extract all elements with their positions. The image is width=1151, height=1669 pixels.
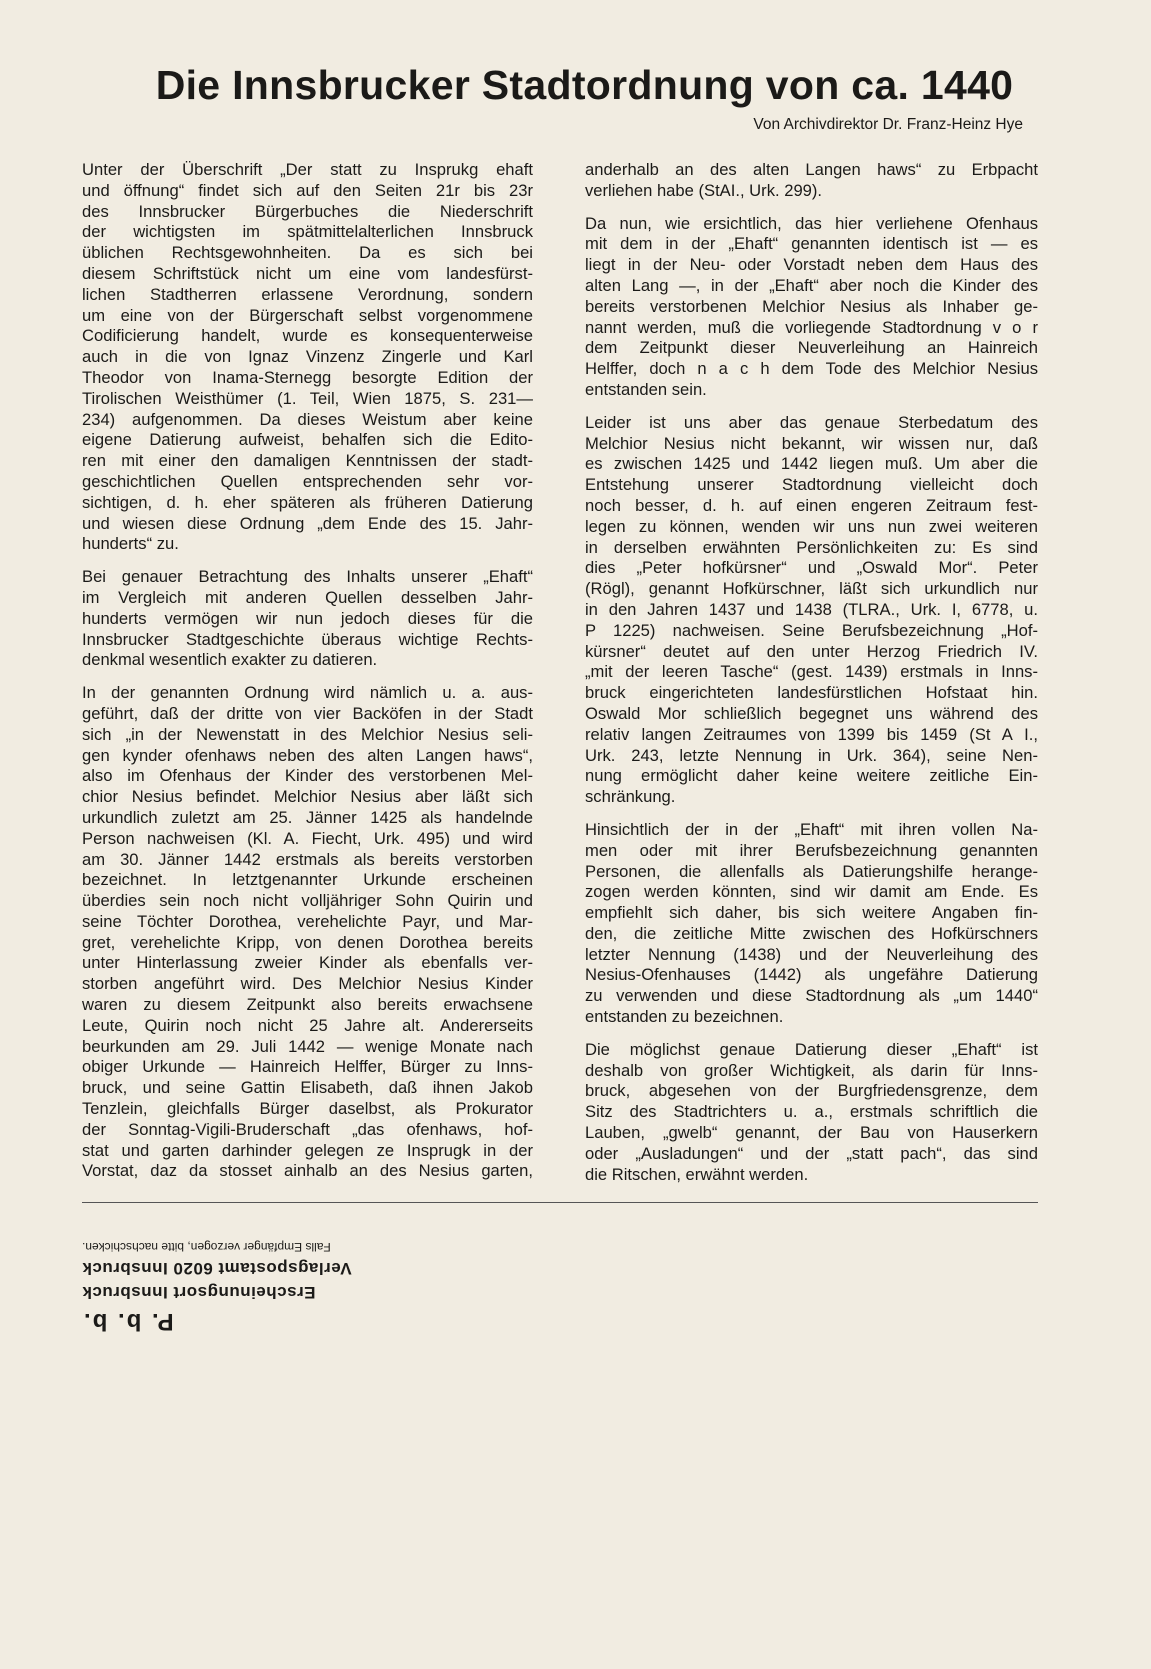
text-line: alten Lang —, in der „Ehaft“ aber noch die Kinder des — [585, 275, 1038, 295]
text-line: Melchior Nesius nicht bekannt, wir wissen nur, daß — [585, 433, 1038, 453]
text-line: der wichtigsten im spätmittelalterlichen Innsbruck — [82, 222, 533, 242]
text-line: Leider ist uns aber das genaue Sterbedatum des — [585, 412, 1038, 432]
text-line: sichtigen, d. h. eher späteren als früheren Datierung — [82, 492, 533, 512]
post-office: Verlagspostamt 6020 Innsbruck — [82, 1259, 352, 1278]
text-line: bruck eingerichteten landesfürstlichen Hofstaat hin. — [585, 683, 1038, 703]
text-line: Tenzlein, gleichfalls Bürger daselbst, als Prokurator — [82, 1099, 533, 1119]
text-line: den, die zeitliche Mitte zwischen des Hofkürschners — [585, 923, 1038, 943]
text-line: waren zu diesem Zeitpunkt also bereits erwachsene — [82, 995, 533, 1015]
text-line: Lauben, „gwelb“ genannt, der Bau von Hauserkern — [585, 1123, 1038, 1143]
text-line: anderhalb an des alten Langen haws“ zu Erbpacht — [585, 160, 1038, 179]
text-line: üblichen Rechtsgewohnheiten. Da es sich bei — [82, 243, 533, 263]
text-line: Codificierung handelt, wurde es konsequenterweise — [82, 326, 533, 346]
paragraph — [585, 160, 1038, 202]
text-line: ren mit einer den damaligen Kenntnissen der stadt- — [82, 451, 533, 471]
text-line: men oder mit ihrer Berufsbezeichnung genannten — [585, 840, 1038, 860]
text-line: In der genannten Ordnung wird nämlich u. a. aus- — [82, 683, 533, 703]
text-line: die Ritschen, erwähnt werden. — [585, 1164, 809, 1184]
text-line: und öffnung“ findet sich auf den Seiten 21r bis 23r — [82, 180, 533, 200]
text-line: und wiesen diese Ordnung „dem Ende des 15. Jahr- — [82, 513, 533, 533]
paragraph — [585, 1040, 1038, 1186]
postage-paid-mark: P. b. b. — [82, 1308, 174, 1335]
text-line: nung ermöglicht daher keine weitere zeitliche Ein- — [585, 766, 1038, 786]
text-line: es zwischen 1425 und 1442 liegen muß. Um aber die — [585, 454, 1038, 474]
text-line: liegt in der Neu- oder Vorstadt neben dem Haus des — [585, 255, 1038, 275]
text-line: nannt werden, muß die vorliegende Stadtordnung v o r — [585, 317, 1038, 337]
text-line: mit dem in der „Ehaft“ genannten identisch ist — es — [585, 234, 1038, 254]
text-line: in derselben erwähnten Persönlichkeiten zu: Es sind — [585, 537, 1038, 557]
text-line: hunderts“ zu. — [82, 534, 179, 554]
text-line: lichen Stadtherren erlassene Verordnung, sondern — [82, 284, 533, 304]
text-line: gen kynder ofenhaws neben des alten Langen haws“, — [82, 745, 533, 765]
text-line: also im Ofenhaus der Kinder des verstorbenen Mel- — [82, 766, 533, 786]
text-line: Unter der Überschrift „Der statt zu Insprukg ehaft — [82, 160, 533, 179]
text-line: obiger Urkunde — Hainreich Helffer, Bürger zu Inns- — [82, 1057, 533, 1077]
text-line: sich „in der Newenstatt in des Melchior Nesius seli- — [82, 724, 533, 744]
text-line: entstanden sein. — [585, 379, 707, 399]
text-line: der Sonntag-Vigili-Bruderschaft „das ofenhaws, hof- — [82, 1119, 533, 1139]
text-line: geführt, daß der dritte von vier Backöfen in der Stadt — [82, 703, 533, 723]
paragraph — [585, 820, 1038, 1028]
text-line: Oswald Mor schließlich begegnet uns während des — [585, 703, 1038, 723]
article-title: Die Innsbrucker Stadtordnung von ca. 1440 — [155, 62, 1014, 108]
divider-line — [82, 1202, 1038, 1203]
text-line: kürsner“ deutet auf den unter Herzog Friedrich IV. — [585, 641, 1038, 661]
text-line: Entstehung unserer Stadtordnung vielleicht doch — [585, 475, 1038, 495]
text-line: gret, verehelichte Kripp, von denen Dorothea bereits — [82, 932, 533, 952]
text-line: zogen werden könnten, sind wir damit am Ende. Es — [585, 882, 1038, 902]
paragraph — [82, 160, 533, 555]
text-line: Die möglichst genaue Datierung dieser „Ehaft“ ist — [585, 1039, 1038, 1059]
text-line: legen zu können, wenden wir uns nun zwei weiteren — [585, 516, 1038, 536]
text-line: Sitz des Stadtrichters u. a., erstmals schriftlich die — [585, 1102, 1038, 1122]
text-line: bruck, abgesehen von der Burgfriedensgrenze, dem — [585, 1081, 1038, 1101]
text-line: seine Töchter Dorothea, verehelichte Payr, und Mar- — [82, 911, 533, 931]
text-line: 234) aufgenommen. Da dieses Weistum aber keine — [82, 409, 533, 429]
text-line: Theodor von Inama-Sternegg besorgte Edition der — [82, 367, 533, 387]
text-line: letzter Nennung (1438) und der Neuverleihung des — [585, 944, 1038, 964]
text-column-right — [585, 160, 1038, 1197]
text-line: Person nachweisen (Kl. A. Fiecht, Urk. 495) und wird — [82, 828, 533, 848]
text-line: Da nun, wie ersichtlich, das hier verliehene Ofenhaus — [585, 213, 1038, 233]
text-line: noch besser, d. h. auf einen engeren Zeitraum fest- — [585, 495, 1038, 515]
text-line: verliehen habe (StAI., Urk. 299). — [585, 180, 823, 200]
text-line: am 30. Jänner 1442 erstmals als bereits verstorben — [82, 849, 533, 869]
publication-place: Erscheinungsort Innsbruck — [82, 1283, 316, 1302]
paragraph — [585, 214, 1038, 401]
text-line: um eine von der Bürgerschaft selbst vorgenommene — [82, 305, 533, 325]
text-line: dem Zeitpunkt dieser Neuverleihung an Hainreich — [585, 338, 1038, 358]
paragraph — [585, 413, 1038, 808]
text-line: des Innsbrucker Bürgerbuches die Niederschrift — [82, 201, 533, 221]
text-line: zu verwenden und diese Stadtordnung als „um 1440“ — [585, 986, 1038, 1006]
text-line: geschichtlichen Quellen entsprechenden sehr vor- — [82, 471, 533, 491]
text-line: bezeichnet. In letztgenannter Urkunde erscheinen — [82, 870, 533, 890]
article-author: Von Archivdirektor Dr. Franz-Heinz Hye — [753, 116, 1023, 133]
paragraph — [82, 567, 533, 671]
text-line: Nesius-Ofenhauses (1442) als ungefähre Datierung — [585, 965, 1038, 985]
text-line: in den Jahren 1437 und 1438 (TLRA., Urk. I, 6778, u. — [585, 599, 1038, 619]
text-line: Innsbrucker Stadtgeschichte überaus wichtige Rechts- — [82, 629, 533, 649]
text-line: Urk. 243, letzte Nennung in Urk. 364), seine Nen- — [585, 745, 1038, 765]
text-column-left — [82, 160, 533, 1194]
text-line: P 1225) nachweisen. Seine Berufsbezeichnung „Hof- — [585, 620, 1038, 640]
text-line: im Vergleich mit anderen Quellen desselben Jahr- — [82, 587, 533, 607]
text-line: Bei genauer Betrachtung des Inhalts unserer „Ehaft“ — [82, 567, 533, 587]
text-line: eigene Datierung aufweist, behalfen sich die Edito- — [82, 430, 533, 450]
text-line: beurkunden am 29. Juli 1442 — wenige Monate nach — [82, 1036, 533, 1056]
text-line: Helffer, doch n a c h dem Tode des Melchior Nesius — [585, 359, 1038, 379]
text-line: Leute, Quirin noch nicht 25 Jahre alt. Andererseits — [82, 1015, 533, 1035]
paragraph — [82, 683, 533, 1182]
text-line: chior Nesius befindet. Melchior Nesius aber läßt sich — [82, 787, 533, 807]
text-line: bereits verstorbenen Melchior Nesius als Inhaber ge- — [585, 296, 1038, 316]
text-line: oder „Ausladungen“ und der „statt pach“, das sind — [585, 1143, 1038, 1163]
text-line: Personen, die allenfalls als Datierungshilfe herange- — [585, 861, 1038, 881]
forwarding-notice: Falls Empfänger verzogen, bitte nachschicken. — [82, 1240, 331, 1254]
text-line: „mit der leeren Tasche“ (gest. 1439) erstmals in Inns- — [585, 662, 1038, 682]
text-line: Hinsichtlich der in der „Ehaft“ mit ihren vollen Na- — [585, 819, 1038, 839]
text-line: (Rögl), genannt Hofkürschner, läßt sich urkundlich nur — [585, 579, 1038, 599]
text-line: auch in die von Ignaz Vinzenz Zingerle und Karl — [82, 347, 533, 367]
text-line: Vorstat, daz da stosset ainhalb an des Nesius garten, — [82, 1161, 533, 1181]
text-line: diesem Schriftstück nicht um eine vom landesfürst- — [82, 263, 533, 283]
text-line: relativ langen Zeitraumes von 1399 bis 1459 (St A I., — [585, 724, 1038, 744]
text-line: urkundlich zuletzt am 25. Jänner 1425 als handelnde — [82, 807, 533, 827]
text-line: deshalb von großer Wichtigkeit, als darin für Inns- — [585, 1060, 1038, 1080]
text-line: storben angeführt wird. Des Melchior Nesius Kinder — [82, 974, 533, 994]
mailing-address-block — [82, 1238, 352, 1338]
text-line: bruck, und seine Gattin Elisabeth, daß ihnen Jakob — [82, 1078, 533, 1098]
text-line: schränkung. — [585, 787, 676, 807]
text-line: stat und garten darhinder gelegen ze Insprugk in der — [82, 1140, 533, 1160]
text-line: hunderts vermögen wir nun jedoch dieses für die — [82, 608, 533, 628]
text-line: empfiehlt sich daher, bis sich weitere Angaben fin- — [585, 903, 1038, 923]
text-line: dies „Peter hofkürsner“ und „Oswald Mor“. Peter — [585, 558, 1038, 578]
text-line: entstanden zu bezeichnen. — [585, 1007, 784, 1027]
text-line: unter Hinterlassung zweier Kinder als ebenfalls ver- — [82, 953, 533, 973]
text-line: überdies sein noch nicht volljähriger Sohn Quirin und — [82, 891, 533, 911]
text-line: Tirolischen Weisthümer (1. Teil, Wien 1875, S. 231— — [82, 388, 533, 408]
text-line: denkmal wesentlich exakter zu datieren. — [82, 650, 378, 670]
